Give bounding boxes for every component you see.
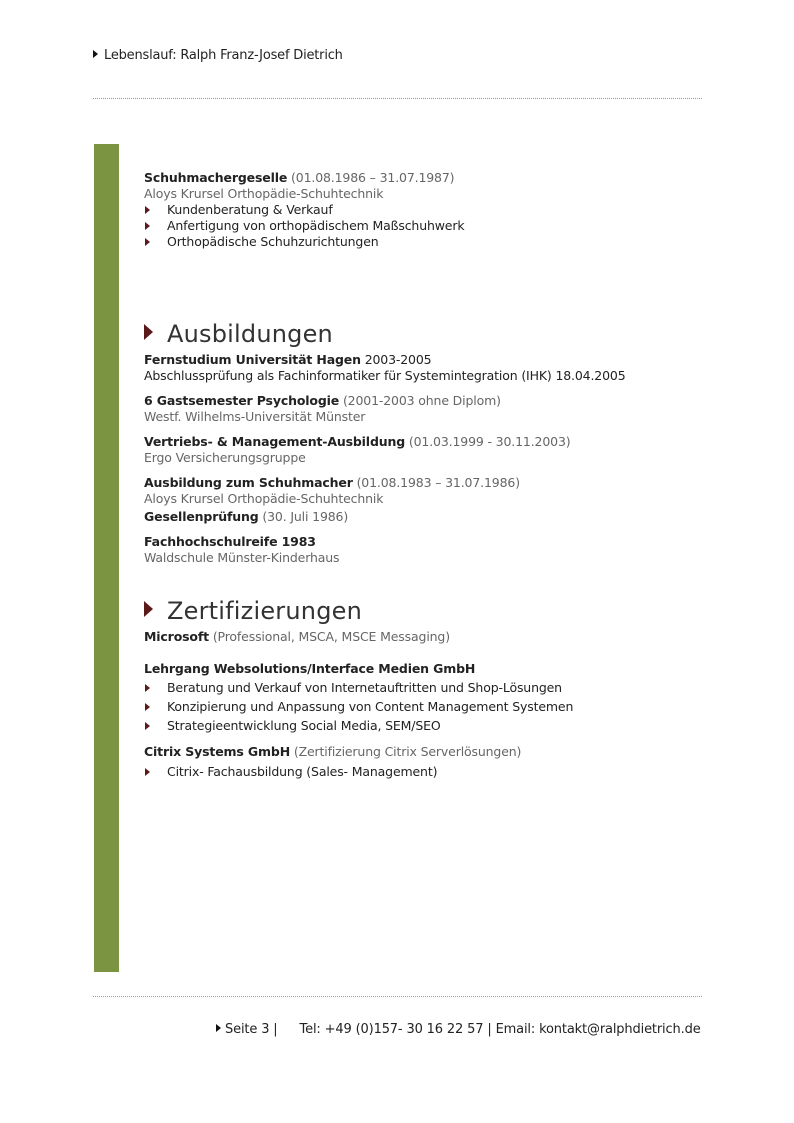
cert-bullet-list: [144, 680, 704, 734]
education-entry: Vertriebs- & Management-Ausbildung (01.03.1999 - 30.11.2003) Ergo Versicherungsgruppe: [144, 434, 571, 465]
triangle-bullet-icon: [145, 238, 150, 246]
triangle-bullet-icon: [93, 50, 98, 58]
list-item: Anfertigung von orthopädischem Maßschuhwerk: [144, 218, 704, 234]
page-header: [93, 48, 343, 63]
footer-divider: [93, 996, 702, 997]
triangle-bullet-icon: [145, 684, 150, 692]
triangle-bullet-icon: [145, 222, 150, 230]
main-content: [144, 170, 704, 780]
job-title: Schuhmachergeselle: [144, 170, 288, 185]
job-bullet-list: [144, 202, 704, 250]
list-item: Beratung und Verkauf von Internetauftritten und Shop-Lösungen: [144, 680, 704, 696]
header-title: Lebenslauf: Ralph Franz-Josef Dietrich: [104, 48, 343, 63]
job-company: Aloys Krursel Orthopädie-Schuhtechnik: [144, 186, 384, 201]
cert-citrix: Citrix Systems GmbH (Zertifizierung Citrix Serverlösungen) Citrix- Fachausbildung (Sales- Management): [144, 744, 704, 780]
section-heading: Ausbildungen: [144, 319, 704, 349]
accent-sidebar-bar: [94, 144, 119, 972]
list-item: Konzipierung und Anpassung von Content Management Systemen: [144, 699, 704, 715]
cert-lehrgang: Lehrgang Websolutions/Interface Medien GmbH Beratung und Verkauf von Internetauftritten und Shop-Lösungen Konzipierung und Anpassung von Content Management Systemen Strategieentwicklung Social Media, SEM/SEO: [144, 661, 704, 734]
job-dates: (01.08.1986 – 31.07.1987): [291, 170, 455, 185]
section-ausbildungen: [144, 319, 704, 566]
list-item: Kundenberatung & Verkauf: [144, 202, 704, 218]
job-entry: [144, 170, 704, 250]
contact-info: Tel: +49 (0)157- 30 16 22 57 | Email: kontakt@ralphdietrich.de: [299, 1022, 701, 1037]
page-number: Seite 3 |: [225, 1022, 278, 1037]
section-zertifizierungen: [144, 596, 704, 780]
list-item: Strategieentwicklung Social Media, SEM/SEO: [144, 718, 704, 734]
education-entry: Fachhochschulreife 1983 Waldschule Münster-Kinderhaus: [144, 534, 340, 565]
triangle-bullet-icon: [144, 601, 153, 617]
triangle-bullet-icon: [145, 703, 150, 711]
triangle-bullet-icon: [216, 1024, 221, 1032]
page-footer: [216, 1022, 701, 1037]
triangle-bullet-icon: [145, 206, 150, 214]
cert-microsoft: Microsoft (Professional, MSCA, MSCE Messaging): [144, 629, 450, 644]
education-entry: 6 Gastsemester Psychologie (2001-2003 ohne Diplom) Westf. Wilhelms-Universität Münster: [144, 393, 501, 424]
education-entry: Ausbildung zum Schuhmacher (01.08.1983 – 31.07.1986) Aloys Krursel Orthopädie-Schuhtechnik Gesellenprüfung (30. Juli 1986): [144, 475, 520, 524]
section-heading: Zertifizierungen: [144, 596, 704, 626]
education-entry: Fernstudium Universität Hagen 2003-2005 Abschlussprüfung als Fachinformatiker für Systemintegration (IHK) 18.04.2005: [144, 352, 626, 383]
list-item: Orthopädische Schuhzurichtungen: [144, 234, 704, 250]
triangle-bullet-icon: [144, 324, 153, 340]
triangle-bullet-icon: [145, 768, 150, 776]
list-item: Citrix- Fachausbildung (Sales- Management): [144, 764, 704, 780]
cert-bullet-list: [144, 764, 704, 780]
header-divider: [93, 98, 702, 99]
triangle-bullet-icon: [145, 722, 150, 730]
